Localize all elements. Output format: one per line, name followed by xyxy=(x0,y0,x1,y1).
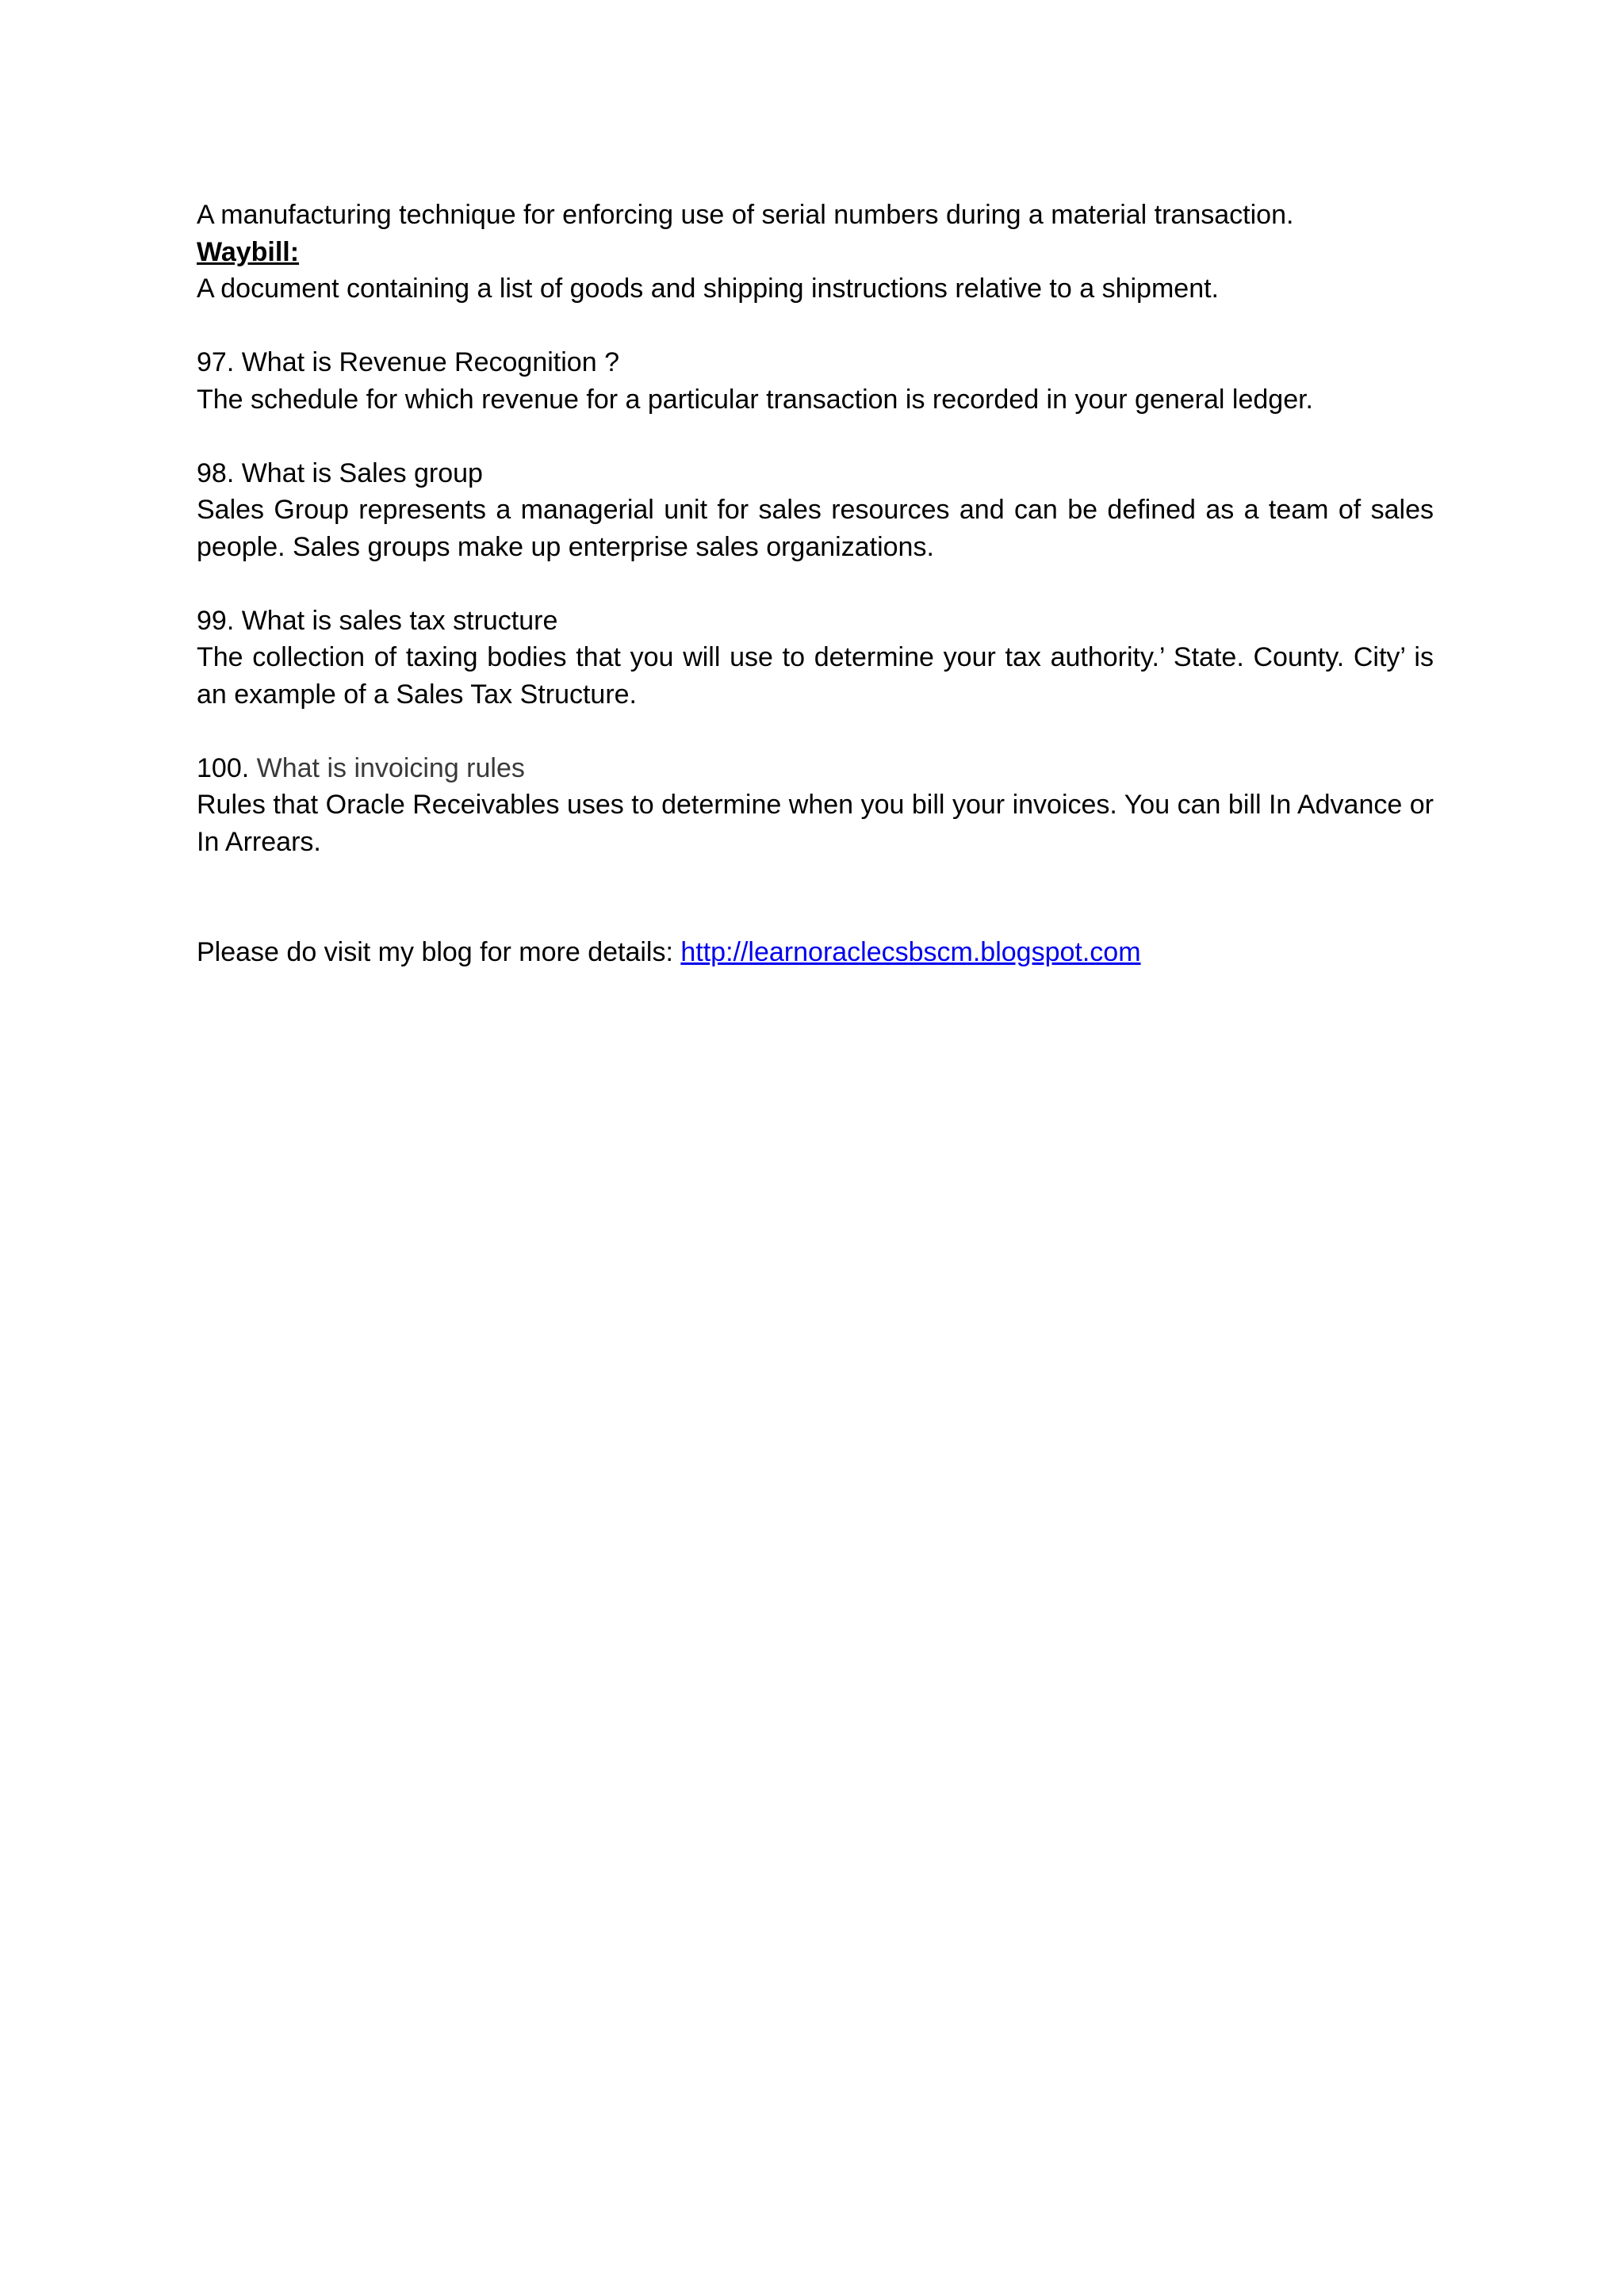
blog-link[interactable]: http://learnoraclecsbscm.blogspot.com xyxy=(680,936,1141,967)
waybill-definition: A document containing a list of goods and shipping instructions relative to a shipment. xyxy=(197,274,1219,304)
question-100-text: What is invoicing rules xyxy=(256,752,525,783)
waybill-term: Waybill: xyxy=(197,236,300,267)
spacer xyxy=(197,418,1434,455)
question-98-title: 98. What is Sales group xyxy=(197,457,483,488)
document-page xyxy=(197,197,1434,970)
question-97-answer: The schedule for which revenue for a particular transaction is recorded in your general ledger. xyxy=(197,384,1313,415)
spacer xyxy=(197,860,1434,897)
question-99-answer: The collection of taxing bodies that you will use to determine your tax authority.’ State. County. City’ is an example of a Sales Tax Structure. xyxy=(197,642,1434,710)
closing-text: Please do visit my blog for more details: xyxy=(197,936,681,967)
question-100-answer: Rules that Oracle Receivables uses to determine when you bill your invoices. You can bill In Advance or In Arrears. xyxy=(197,790,1434,857)
spacer xyxy=(197,565,1434,603)
intro-line: A manufacturing technique for enforcing use of serial numbers during a material transaction. xyxy=(197,200,1294,230)
question-98-answer: Sales Group represents a managerial unit for sales resources and can be defined as a team of sales people. Sales groups make up enterprise sales organizations. xyxy=(197,495,1434,562)
spacer xyxy=(197,713,1434,750)
question-100-title xyxy=(197,750,1434,787)
question-99-title: 99. What is sales tax structure xyxy=(197,605,558,636)
spacer xyxy=(197,308,1434,345)
question-100-number: 100. xyxy=(197,752,250,783)
question-97-title: 97. What is Revenue Recognition ? xyxy=(197,347,619,377)
closing-line xyxy=(197,934,1434,971)
